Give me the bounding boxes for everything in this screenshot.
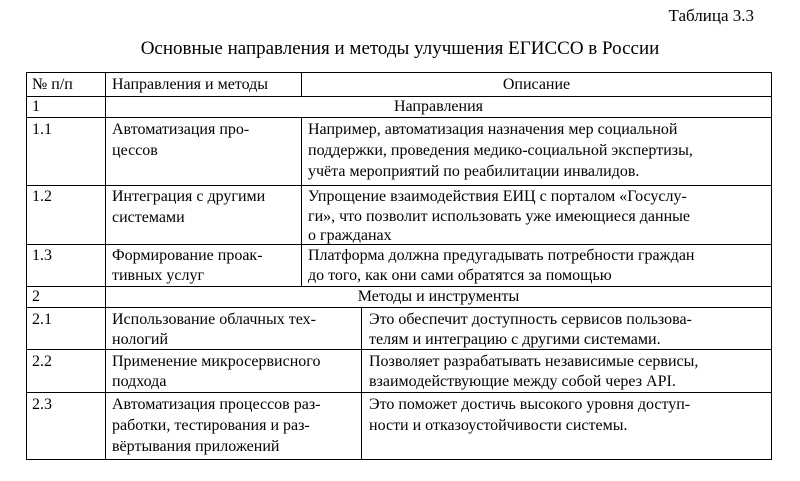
row-desc: о гражданах [308,227,392,244]
row-desc: Это поможет достичь высокого уровня доступ- [369,396,691,413]
row-method: Автоматизация про- [112,121,250,138]
row-method: Автоматизация процессов раз- [112,396,321,413]
row-desc: ности и отказоустойчивости системы. [369,417,628,434]
table-rule [105,117,106,245]
table-title: Основные направления и методы улучшения ЕГИССО в России [140,38,660,59]
row-method: вёртывания приложений [112,438,280,455]
table-rule [26,117,772,118]
table-rule [26,307,772,308]
section-heading: Методы и инструменты [357,288,520,305]
row-desc: Позволяет разрабатывать независимые сервисы, [369,353,699,370]
row-method: тивных услуг [112,267,205,284]
row-num: 1.3 [32,247,52,264]
table-rule [26,459,772,460]
header-desc: Описание [502,76,571,93]
row-num: 2.3 [32,396,52,413]
table-rule [301,244,302,287]
row-desc: учёта мероприятий по реабилитации инвалидов. [308,163,640,180]
row-method: Использование облачных тех- [112,311,316,328]
row-desc: поддержки, проведения медико-социальной экспертизы, [308,142,693,159]
table-rule [301,117,302,245]
table-rule [105,244,106,287]
row-desc: Упрощение взаимодействия ЕИЦ с порталом «Госуслу- [308,188,687,205]
row-method: нологий [112,331,169,348]
row-desc: Это обеспечит доступность сервисов пользова- [369,311,692,328]
row-desc: взаимодействующие между собой через API. [369,373,676,390]
methods-table [26,72,772,460]
row-method: Применение микросервисного [112,353,321,370]
row-desc: до того, как они сами обратятся за помощью [308,267,612,284]
row-num: 2.1 [32,311,52,328]
table-rule [26,392,772,393]
section-num: 1 [32,98,40,115]
section-heading: Направления [393,98,484,115]
row-desc: Платформа должна предугадывать потребности граждан [308,247,695,264]
row-method: цессов [112,142,158,159]
row-method: системами [112,209,185,226]
row-num: 2.2 [32,353,52,370]
row-num: 1.2 [32,188,52,205]
row-desc: Например, автоматизация назначения мер социальной [308,121,678,138]
table-number-caption: Таблица 3.3 [668,6,754,25]
row-method: Формирование проак- [112,247,263,264]
header-method: Направления и методы [112,76,269,93]
section-num: 2 [32,288,40,305]
row-method: работки, тестирования и раз- [112,417,310,434]
header-num: № п/п [32,76,73,93]
table-rule [26,72,772,73]
table-rule [105,307,106,460]
row-num: 1.1 [32,121,52,138]
table-rule [361,307,362,460]
row-method: подхода [112,373,167,390]
row-desc: ги», что позволит использовать уже имеющиеся данные [308,208,690,225]
table-rule [26,72,27,460]
table-rule [771,72,772,460]
row-method: Интеграция с другими [112,188,266,205]
row-desc: телям и интеграцию с другими системами. [369,331,661,348]
table-rule [105,72,106,97]
